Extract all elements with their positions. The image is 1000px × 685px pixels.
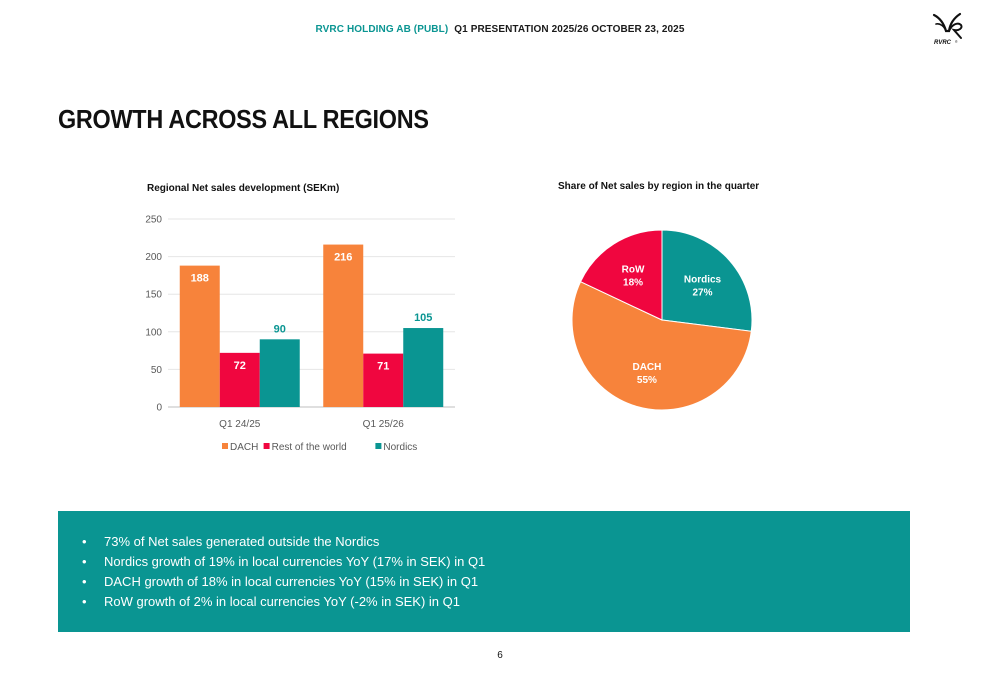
regional-net-sales-bar-chart — [130, 205, 470, 465]
pie-label-value: 55% — [636, 374, 657, 386]
presentation-info: Q1 PRESENTATION 2025/26 OCTOBER 23, 2025 — [454, 24, 685, 35]
x-tick-label: Q1 25/26 — [362, 419, 404, 430]
pie-chart-title: Share of Net sales by region in the quarter — [558, 181, 760, 192]
presentation-header — [0, 24, 1000, 35]
pie-label-name: Nordics — [683, 274, 722, 286]
bullet: • — [82, 594, 87, 609]
x-tick-label: Q1 24/25 — [219, 419, 261, 430]
bar-nordics — [403, 328, 443, 407]
data-label: 188 — [190, 272, 209, 285]
summary-text: DACH growth of 18% in local currencies YoY (15% in SEK) in Q1 — [104, 574, 479, 589]
pie-label-value: 18% — [623, 277, 644, 289]
legend-swatch — [264, 443, 270, 449]
summary-item — [82, 572, 910, 592]
svg-text:®: ® — [955, 40, 958, 44]
legend-label: DACH — [230, 442, 259, 453]
bar-dach — [323, 245, 363, 407]
data-label: 71 — [377, 360, 390, 373]
company-name: RVRC HOLDING AB (PUBL) — [315, 24, 449, 35]
y-tick-label: 50 — [150, 364, 162, 376]
bullet: • — [82, 534, 87, 549]
y-tick-label: 250 — [145, 214, 162, 226]
y-tick-label: 200 — [145, 252, 162, 264]
summary-item — [82, 532, 910, 552]
data-label: 105 — [414, 312, 433, 325]
bar-nordics — [260, 339, 300, 407]
y-tick-label: 0 — [156, 402, 162, 414]
rvrc-logo-icon — [928, 12, 968, 46]
summary-text: 73% of Net sales generated outside the Nordics — [104, 534, 380, 549]
summary-item — [82, 592, 910, 612]
page-number: 6 — [497, 650, 503, 661]
svg-text:RVRC: RVRC — [934, 40, 952, 46]
pie-label-value: 27% — [692, 287, 713, 299]
bullet: • — [82, 574, 87, 589]
legend-label: Nordics — [383, 442, 418, 453]
legend-swatch — [222, 443, 228, 449]
bar-chart-title: Regional Net sales development (SEKm) — [147, 183, 340, 194]
summary-item — [82, 552, 910, 572]
summary-text: RoW growth of 2% in local currencies YoY (-2% in SEK) in Q1 — [104, 594, 460, 609]
legend-swatch — [375, 443, 381, 449]
data-label: 216 — [334, 251, 353, 264]
data-label: 90 — [273, 323, 286, 336]
summary-text: Nordics growth of 19% in local currencies YoY (17% in SEK) in Q1 — [104, 554, 486, 569]
legend-label: Rest of the world — [271, 442, 347, 453]
y-tick-label: 100 — [145, 327, 162, 339]
pie-label-name: DACH — [632, 361, 662, 373]
bar-dach — [180, 266, 220, 407]
summary-box — [58, 511, 910, 632]
data-label: 72 — [233, 359, 246, 372]
pie-label-name: RoW — [621, 264, 645, 276]
page-title: GROWTH ACROSS ALL REGIONS — [58, 104, 429, 134]
summary-list — [82, 532, 910, 612]
y-tick-label: 150 — [145, 289, 162, 301]
net-sales-share-pie-chart — [560, 200, 765, 440]
bullet: • — [82, 554, 87, 569]
